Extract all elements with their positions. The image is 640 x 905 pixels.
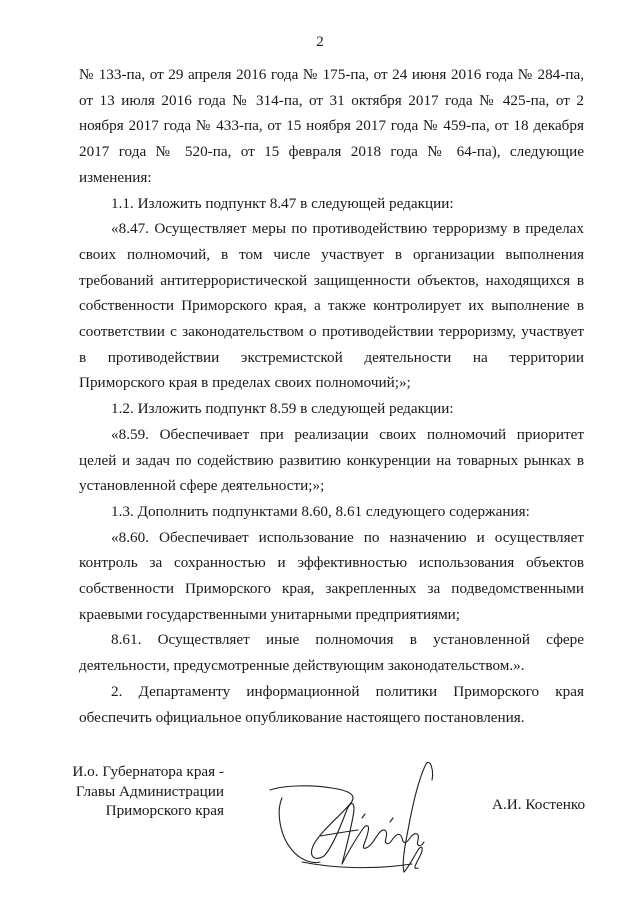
- handwritten-signature: [262, 752, 472, 892]
- paragraph: 1.3. Дополнить подпунктами 8.60, 8.61 следующего содержания:: [111, 502, 530, 520]
- signature-block: [0, 762, 640, 882]
- signatory-name: А.И. Костенко: [492, 796, 586, 813]
- paragraph: «8.60. Обеспечивает использование по назначению и осуществляет контроль за сохранностью и эффективностью использования объектов собственности Приморского края, закрепленных за подведомственными краевыми государственными унитарными предприятиями;: [79, 528, 584, 623]
- page-number: 2: [316, 34, 324, 50]
- signatory-title-line: И.о. Губернатора края -: [72, 763, 224, 780]
- signatory-title: [72, 762, 224, 821]
- paragraph: 1.1. Изложить подпункт 8.47 в следующей редакции:: [111, 194, 454, 212]
- paragraph: № 133-па, от 29 апреля 2016 года № 175-па, от 24 июня 2016 года № 284-па, от 13 июля 2016 года № 314-па, от 31 октября 2017 года № 425-па, от 2 ноября 2017 года № 433-па, от 15 ноября 2017 года № 459-па, от 18 декабря 2017 года № 520-па, от 15 февраля 2018 года № 64-па), следующие изменения:: [79, 66, 584, 186]
- paragraph: 8.61. Осуществляет иные полномочия в установленной сфере деятельности, предусмотренные действующим законодательством.».: [79, 631, 584, 675]
- paragraph: 1.2. Изложить подпункт 8.59 в следующей редакции:: [111, 400, 454, 418]
- document-body: [79, 62, 584, 730]
- paragraph: «8.59. Обеспечивает при реализации своих полномочий приоритет целей и задач по содействию развитию конкуренции на товарных рынках в установленной сфере деятельности;»;: [79, 425, 584, 495]
- paragraph: 2. Департаменту информационной политики Приморского края обеспечить официальное опубликование настоящего постановления.: [79, 682, 584, 726]
- signatory-title-line: Приморского края: [105, 802, 224, 819]
- paragraph: «8.47. Осуществляет меры по противодействию терроризму в пределах своих полномочий, в том числе участвует в организации выполнения требований антитеррористической защищенности объектов, находящихся в собственности Приморского края, а также контролирует их выполнение в соответствии с законодательством о противодействии терроризму, участвует в противодействии экстремистской деятельности на территории Приморского края в пределах своих полномочий;»;: [79, 220, 584, 392]
- signatory-title-line: Главы Администрации: [75, 782, 224, 800]
